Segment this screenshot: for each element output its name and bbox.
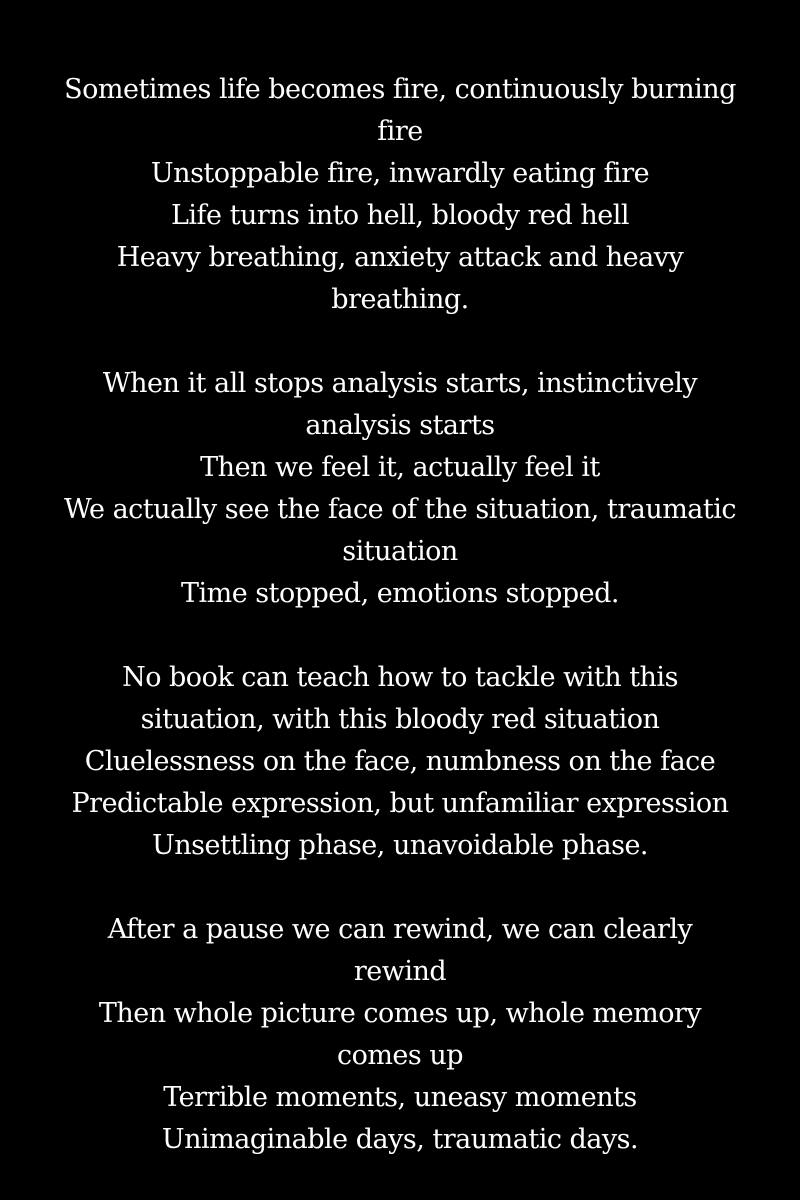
poem-line: Then we feel it, actually feel it — [200, 452, 600, 483]
poem-line: Time stopped, emotions stopped. — [180, 578, 620, 609]
poem-line: Sometimes life becomes fire, continuously burning fire — [64, 74, 736, 147]
poem-line: Unsettling phase, unavoidable phase. — [151, 830, 649, 861]
poem-line: Predictable expression, but unfamiliar expression — [71, 788, 729, 819]
poem-line: Then whole picture comes up, whole memory comes up — [98, 998, 702, 1071]
stanza-1 — [60, 69, 740, 321]
stanza-2 — [60, 363, 740, 615]
poem-line: Life turns into hell, bloody red hell — [170, 200, 630, 231]
poem-line: After a pause we can rewind, we can clearly rewind — [107, 914, 693, 987]
poem-line: No book can teach how to tackle with this situation, with this bloody red situation — [122, 662, 678, 735]
poem-line: Unstoppable fire, inwardly eating fire — [150, 158, 650, 189]
poem-body — [60, 69, 740, 1161]
poem-line: Cluelessness on the face, numbness on the face — [84, 746, 716, 777]
poem-line: We actually see the face of the situation, traumatic situation — [63, 494, 737, 567]
poem-line: Heavy breathing, anxiety attack and heavy breathing. — [116, 242, 684, 315]
poem-line: Unimaginable days, traumatic days. — [161, 1124, 639, 1155]
poem-line: Terrible moments, uneasy moments — [163, 1082, 637, 1113]
stanza-4 — [60, 909, 740, 1161]
stanza-3 — [60, 657, 740, 867]
poem-line: When it all stops analysis starts, instinctively analysis starts — [102, 368, 698, 441]
